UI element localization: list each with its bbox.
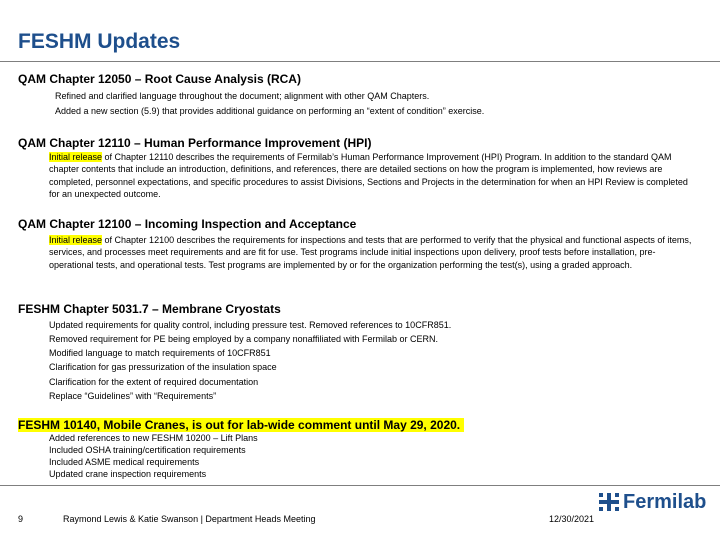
highlighted-text: Initial release bbox=[49, 235, 103, 245]
highlighted-text: FESHM 10140, Mobile Cranes, is out for lab-wide comment until May 29, 2020. bbox=[18, 418, 464, 432]
list-item: Updated requirements for quality control, including pressure test. Removed references to 10CFR851. bbox=[49, 320, 452, 330]
list-item: Added a new section (5.9) that provides additional guidance on performing an “extent of condition” exercise. bbox=[55, 106, 485, 116]
section-heading-cranes bbox=[18, 418, 464, 432]
slide-title: FESHM Updates bbox=[18, 30, 181, 53]
paragraph-text: of Chapter 12110 describes the requirements of Fermilab’s Human Performance Improvement (HPI) Program. In addition to the standard QAM chapter contents that include an introduction, definitions, and references, there are detailed sections on how the program is implemented, how reviews are completed, personnel expectations, and specific procedures to assist Divisions, Sections and Projects in the determination for when an HPI Review is completed for an unexpected outcome. bbox=[49, 152, 688, 199]
footer-date: 12/30/2021 bbox=[549, 514, 595, 524]
list-item: Replace “Guidelines” with “Requirements” bbox=[49, 391, 217, 401]
fermilab-logo-icon bbox=[598, 491, 620, 513]
list-item: Included ASME medical requirements bbox=[49, 457, 200, 467]
page-number: 9 bbox=[18, 514, 24, 524]
list-item: Included OSHA training/certification requirements bbox=[49, 445, 246, 455]
section-paragraph-inspection bbox=[49, 234, 699, 271]
list-item: Clarification for the extent of required documentation bbox=[49, 377, 259, 387]
list-item: Modified language to match requirements of 10CFR851 bbox=[49, 348, 271, 358]
footer-divider bbox=[0, 485, 720, 486]
section-paragraph-hpi bbox=[49, 151, 699, 200]
section-heading-hpi: QAM Chapter 12110 – Human Performance Improvement (HPI) bbox=[18, 136, 372, 150]
list-item: Refined and clarified language throughout the document; alignment with other QAM Chapters. bbox=[55, 91, 430, 101]
section-heading-cryostats: FESHM Chapter 5031.7 – Membrane Cryostats bbox=[18, 302, 281, 316]
list-item: Clarification for gas pressurization of the insulation space bbox=[49, 362, 277, 372]
section-heading-inspection: QAM Chapter 12100 – Incoming Inspection and Acceptance bbox=[18, 217, 357, 231]
footer-presenter: Raymond Lewis & Katie Swanson | Department Heads Meeting bbox=[63, 514, 316, 524]
list-item: Updated crane inspection requirements bbox=[49, 469, 207, 479]
fermilab-logo-text: Fermilab bbox=[623, 490, 707, 513]
list-item: Added references to new FESHM 10200 – Lift Plans bbox=[49, 433, 258, 443]
paragraph-text: of Chapter 12100 describes the requirements for inspections and tests that are performed to verify that the physical and functional aspects of items, services, and processes meet requirements and are fit for use. Test programs include initial inspections upon delivery, proof tests before installation, pre-operational tests, and operational tests. Test programs are implemented by or for the organization performing the test(s), using a graded approach. bbox=[49, 235, 692, 270]
list-item: Removed requirement for PE being employed by a company nonaffiliated with Fermilab or CERN. bbox=[49, 334, 439, 344]
section-heading-rca: QAM Chapter 12050 – Root Cause Analysis (RCA) bbox=[18, 72, 301, 86]
title-divider bbox=[0, 61, 720, 62]
highlighted-text: Initial release bbox=[49, 152, 103, 162]
fermilab-logo bbox=[598, 490, 706, 514]
